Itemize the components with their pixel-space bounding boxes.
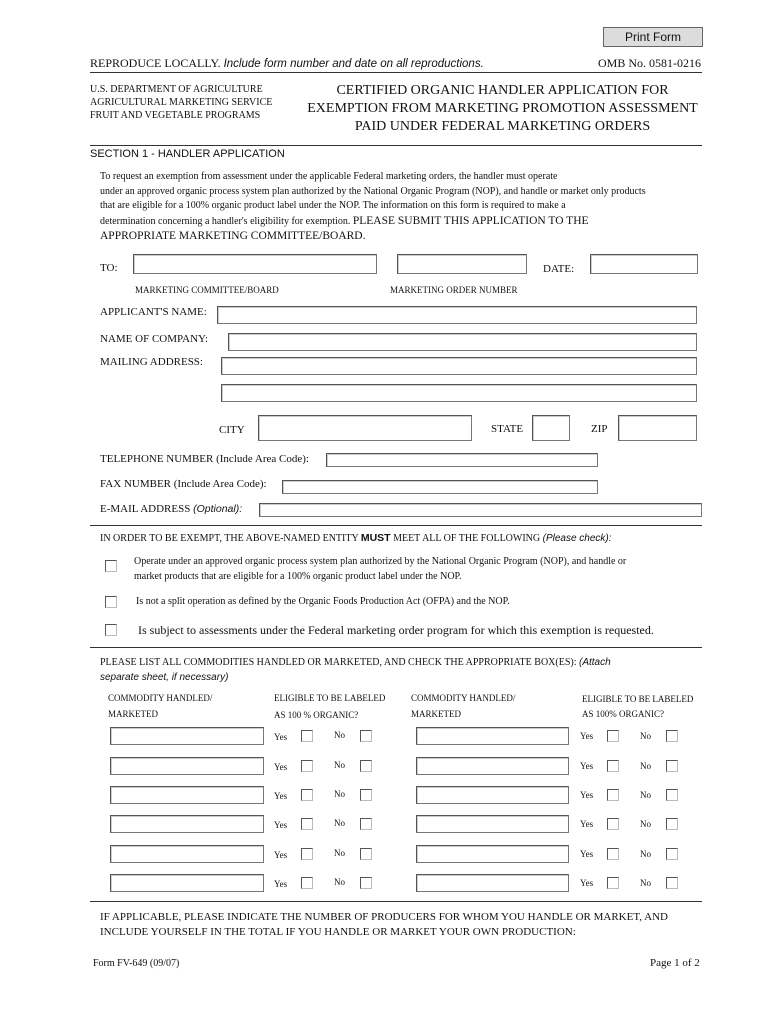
- left-no-checkbox-3[interactable]: [360, 789, 372, 801]
- mailing-input-2[interactable]: [221, 384, 697, 402]
- committee-input[interactable]: [133, 254, 377, 274]
- intro-line-4a: determination concerning a handler's eligibility for exemption.: [100, 215, 351, 227]
- form-title: [300, 82, 705, 136]
- company-input[interactable]: [228, 333, 697, 351]
- requirement-3-text: Is subject to assessments under the Federal marketing order program for which this exemption is requested.: [138, 623, 654, 637]
- no-label: No: [640, 790, 651, 800]
- no-label: No: [334, 818, 345, 828]
- to-label: TO:: [100, 262, 118, 274]
- yes-label: Yes: [274, 732, 288, 742]
- email-label-block: [100, 503, 242, 515]
- yes-label: Yes: [274, 791, 288, 801]
- commodities-lead: [100, 655, 611, 685]
- date-label: DATE:: [543, 263, 575, 275]
- right-no-checkbox-4[interactable]: [666, 818, 678, 830]
- header-rule: [90, 72, 702, 73]
- right-yes-checkbox-3[interactable]: [607, 789, 619, 801]
- commodity-right-input-6[interactable]: [416, 874, 569, 892]
- no-label: No: [640, 878, 651, 888]
- yes-label: Yes: [580, 790, 594, 800]
- producers-text: [100, 910, 668, 939]
- yes-label: Yes: [274, 879, 288, 889]
- right-no-checkbox-5[interactable]: [666, 848, 678, 860]
- intro-line-5: APPROPRIATE MARKETING COMMITTEE/BOARD.: [100, 230, 366, 242]
- intro-text: [100, 170, 646, 244]
- no-label: No: [334, 789, 345, 799]
- title-line-2: EXEMPTION FROM MARKETING PROMOTION ASSESSMENT: [307, 101, 698, 116]
- requirements-check: (Please check):: [542, 533, 612, 544]
- commodities-attach-2: separate sheet, if necessary): [100, 672, 229, 683]
- commodities-lead-text: PLEASE LIST ALL COMMODITIES HANDLED OR MARKETED, AND CHECK THE APPROPRIATE BOX(ES):: [100, 657, 577, 668]
- no-label: No: [640, 849, 651, 859]
- producers-line-1: IF APPLICABLE, PLEASE INDICATE THE NUMBER OF PRODUCERS FOR WHOM YOU HANDLE OR MARKET, AND: [100, 911, 668, 923]
- state-label: STATE: [491, 423, 524, 435]
- commodity-right-input-4[interactable]: [416, 815, 569, 833]
- commodity-left-input-6[interactable]: [110, 874, 264, 892]
- city-input[interactable]: [258, 415, 472, 441]
- requirement-2-checkbox[interactable]: [105, 596, 117, 608]
- section-rule: [90, 145, 702, 146]
- zip-input[interactable]: [618, 415, 697, 441]
- no-label: No: [334, 730, 345, 740]
- no-label: No: [640, 731, 651, 741]
- reproduce-instruction: Include form number and date on all reproductions.: [223, 58, 484, 70]
- left-yes-checkbox-2[interactable]: [301, 760, 313, 772]
- right-no-checkbox-1[interactable]: [666, 730, 678, 742]
- commodity-left-input-2[interactable]: [110, 757, 264, 775]
- omb-number: OMB No. 0581-0216: [598, 56, 702, 70]
- producers-rule: [90, 901, 702, 902]
- intro-line-3: that are eligible for a 100% organic product label under the NOP. The information on this form is required to make a: [100, 200, 566, 211]
- agency-line-3: FRUIT AND VEGETABLE PROGRAMS: [90, 110, 261, 121]
- requirements-lead-1: IN ORDER TO BE EXEMPT, THE ABOVE-NAMED ENTITY: [100, 533, 359, 544]
- commodity-right-input-5[interactable]: [416, 845, 569, 863]
- requirements-must: MUST: [360, 532, 391, 544]
- left-yes-checkbox-6[interactable]: [301, 877, 313, 889]
- telephone-input[interactable]: [326, 453, 598, 467]
- yes-label: Yes: [580, 819, 594, 829]
- right-yes-checkbox-1[interactable]: [607, 730, 619, 742]
- section-heading: SECTION 1 - HANDLER APPLICATION: [90, 148, 285, 160]
- intro-line-1: To request an exemption from assessment under the applicable Federal marketing orders, the handler must operate: [100, 171, 558, 182]
- yes-label: Yes: [274, 850, 288, 860]
- col-elig-right-header: [582, 692, 693, 722]
- form-number: Form FV-649 (09/07): [93, 958, 180, 969]
- left-yes-checkbox-3[interactable]: [301, 789, 313, 801]
- print-form-button[interactable]: Print Form: [603, 27, 703, 47]
- left-yes-checkbox-1[interactable]: [301, 730, 313, 742]
- col-left-header: [108, 690, 212, 722]
- col-elig-right-line-2: AS 100% ORGANIC?: [582, 709, 664, 719]
- requirement-2-text: Is not a split operation as defined by the Organic Foods Production Act (OFPA) and the NOP.: [136, 596, 510, 607]
- yes-label: Yes: [580, 761, 594, 771]
- col-left-line-1: COMMODITY HANDLED/: [108, 693, 213, 703]
- right-yes-checkbox-2[interactable]: [607, 760, 619, 772]
- left-no-checkbox-1[interactable]: [360, 730, 372, 742]
- no-label: No: [640, 819, 651, 829]
- zip-label: ZIP: [591, 423, 608, 435]
- yes-label: Yes: [274, 820, 288, 830]
- fax-label: FAX NUMBER (Include Area Code):: [100, 478, 267, 490]
- requirement-1-checkbox[interactable]: [105, 560, 117, 572]
- order-number-caption: MARKETING ORDER NUMBER: [390, 285, 518, 295]
- left-no-checkbox-4[interactable]: [360, 818, 372, 830]
- intro-line-4: [100, 214, 646, 230]
- fax-input[interactable]: [282, 480, 598, 494]
- applicant-input[interactable]: [217, 306, 697, 324]
- email-label: E-MAIL ADDRESS: [100, 503, 191, 515]
- title-line-3: PAID UNDER FEDERAL MARKETING ORDERS: [354, 119, 651, 134]
- email-optional: (Optional):: [193, 503, 243, 515]
- order-number-input[interactable]: [397, 254, 527, 274]
- yes-label: Yes: [580, 878, 594, 888]
- commodity-left-input-3[interactable]: [110, 786, 264, 804]
- requirements-lead: [100, 532, 612, 544]
- col-right-line-1: COMMODITY HANDLED/: [411, 693, 516, 703]
- intro-line-2: under an approved organic process system plan authorized by the National Organic Program (NOP), and handle or market only products: [100, 185, 646, 197]
- col-right-header: [411, 690, 515, 722]
- mailing-input-1[interactable]: [221, 357, 697, 375]
- yes-label: Yes: [580, 849, 594, 859]
- email-input[interactable]: [259, 503, 702, 517]
- state-input[interactable]: [532, 415, 570, 441]
- left-yes-checkbox-5[interactable]: [301, 848, 313, 860]
- commodities-rule: [90, 647, 702, 648]
- agency-line-1: U.S. DEPARTMENT OF AGRICULTURE: [90, 84, 263, 95]
- commodity-left-input-4[interactable]: [110, 815, 264, 833]
- col-left-line-2: MARKETED: [108, 709, 158, 719]
- commodity-left-input-5[interactable]: [110, 845, 264, 863]
- mailing-label: MAILING ADDRESS:: [100, 356, 203, 368]
- company-label: NAME OF COMPANY:: [100, 333, 208, 345]
- col-right-line-2: MARKETED: [411, 709, 461, 719]
- left-no-checkbox-6[interactable]: [360, 877, 372, 889]
- requirements-lead-2: MEET ALL OF THE FOLLOWING: [393, 533, 541, 544]
- agency-line-2: AGRICULTURAL MARKETING SERVICE: [90, 97, 273, 108]
- right-no-checkbox-2[interactable]: [666, 760, 678, 772]
- telephone-label: TELEPHONE NUMBER (Include Area Code):: [100, 453, 309, 465]
- page-number: Page 1 of 2: [650, 957, 700, 969]
- date-input[interactable]: [590, 254, 698, 274]
- right-yes-checkbox-6[interactable]: [607, 877, 619, 889]
- no-label: No: [334, 760, 345, 770]
- reproduce-note: [90, 56, 484, 71]
- left-no-checkbox-2[interactable]: [360, 760, 372, 772]
- commodity-right-input-1[interactable]: [416, 727, 569, 745]
- col-elig-line-2: AS 100 % ORGANIC?: [274, 710, 359, 720]
- committee-caption: MARKETING COMMITTEE/BOARD: [135, 285, 279, 295]
- commodity-right-input-2[interactable]: [416, 757, 569, 775]
- right-no-checkbox-6[interactable]: [666, 877, 678, 889]
- requirements-rule: [90, 525, 702, 526]
- applicant-label: APPLICANT'S NAME:: [100, 306, 207, 318]
- producers-line-2: INCLUDE YOURSELF IN THE TOTAL IF YOU HANDLE OR MARKET YOUR OWN PRODUCTION:: [100, 925, 576, 938]
- no-label: No: [334, 848, 345, 858]
- yes-label: Yes: [274, 762, 288, 772]
- reproduce-label: REPRODUCE LOCALLY.: [90, 56, 221, 70]
- col-elig-right-line-1: ELIGIBLE TO BE LABELED: [582, 694, 694, 704]
- requirement-1-text: [134, 555, 626, 584]
- yes-label: Yes: [580, 731, 594, 741]
- col-elig-header: [274, 690, 385, 724]
- commodity-right-input-3[interactable]: [416, 786, 569, 804]
- no-label: No: [640, 761, 651, 771]
- city-label: CITY: [219, 424, 245, 436]
- requirement-1-line-2: market products that are eligible for a 100% organic product label under the NOP.: [134, 570, 462, 582]
- commodity-left-input-1[interactable]: [110, 727, 264, 745]
- right-no-checkbox-3[interactable]: [666, 789, 678, 801]
- title-line-1: CERTIFIED ORGANIC HANDLER APPLICATION FOR: [336, 83, 669, 98]
- agency-block: [90, 83, 272, 122]
- intro-line-4b: PLEASE SUBMIT THIS APPLICATION TO THE: [352, 214, 589, 227]
- requirement-1-line-1: Operate under an approved organic process system plan authorized by the National Organic Program (NOP), and handle or: [134, 556, 627, 567]
- no-label: No: [334, 877, 345, 887]
- right-yes-checkbox-5[interactable]: [607, 848, 619, 860]
- right-yes-checkbox-4[interactable]: [607, 818, 619, 830]
- requirement-3-checkbox[interactable]: [105, 624, 117, 636]
- commodities-attach-1: (Attach: [579, 657, 611, 668]
- left-yes-checkbox-4[interactable]: [301, 818, 313, 830]
- left-no-checkbox-5[interactable]: [360, 848, 372, 860]
- col-elig-line-1: ELIGIBLE TO BE LABELED: [274, 693, 386, 703]
